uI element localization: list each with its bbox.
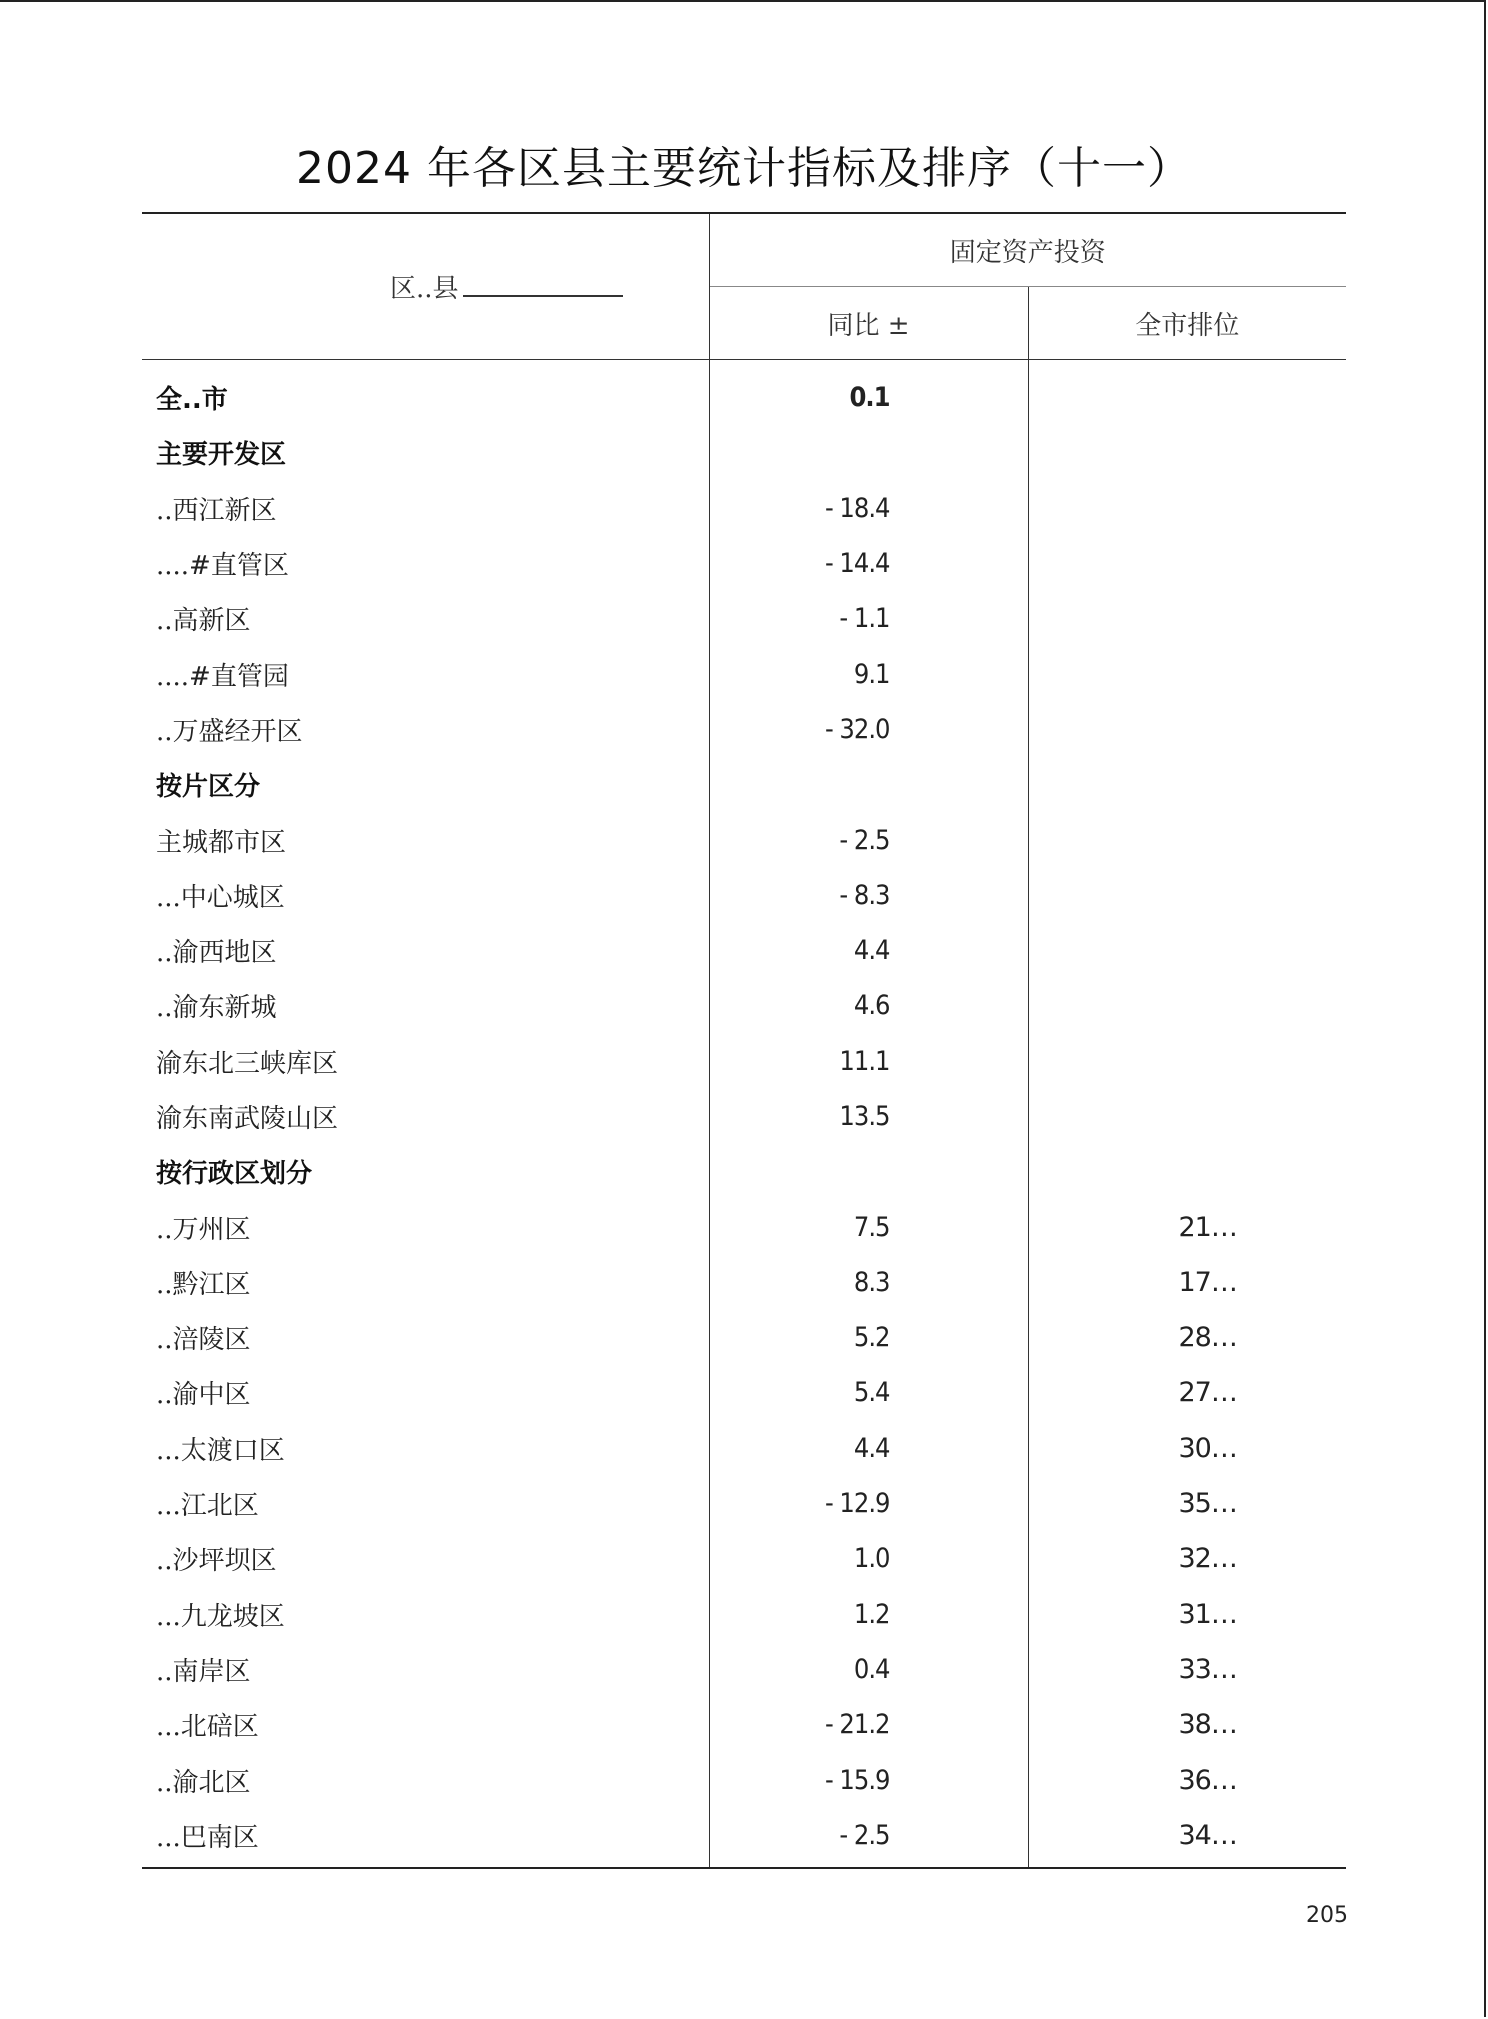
rank-value-cell: 36… xyxy=(1178,1764,1237,1796)
table-row xyxy=(142,360,1346,426)
rank-value-cell: 27… xyxy=(1178,1377,1237,1409)
rank-value-cell xyxy=(1028,591,1346,646)
header-leader-line xyxy=(463,295,623,297)
yoy-value-cell: 0.4 xyxy=(709,1642,1028,1697)
page-title: 2024 年各区县主要统计指标及排序（十一） xyxy=(296,143,1192,194)
yoy-value-cell: - 8.3 xyxy=(709,868,1028,923)
region-name-cell: ..渝北区 xyxy=(142,1752,709,1807)
table-row xyxy=(142,978,1346,1033)
table-row xyxy=(142,1808,1346,1868)
region-name-cell: ...江北区 xyxy=(142,1476,709,1531)
region-name-cell: 渝东南武陵山区 xyxy=(142,1089,709,1144)
region-name-cell: ....#直管园 xyxy=(142,646,709,701)
yoy-value-cell: 1.0 xyxy=(709,1531,1028,1586)
rank-column-header: 全市排位 xyxy=(1028,287,1346,360)
region-name-cell: ..万盛经开区 xyxy=(142,702,709,757)
region-name-cell: ..南岸区 xyxy=(142,1642,709,1697)
yoy-value-cell: 5.4 xyxy=(709,1365,1028,1420)
yoy-value-cell: 0.1 xyxy=(709,360,1028,426)
rank-value-cell: 32… xyxy=(1178,1543,1237,1575)
yoy-value-cell: - 15.9 xyxy=(709,1752,1028,1807)
yoy-value-cell: - 14.4 xyxy=(709,536,1028,591)
rank-value-cell xyxy=(1028,1089,1346,1144)
region-name-cell: 渝东北三峡库区 xyxy=(142,1034,709,1089)
region-name-cell: ...中心城区 xyxy=(142,868,709,923)
rank-value-cell: 30… xyxy=(1178,1432,1237,1464)
yoy-value-cell: - 32.0 xyxy=(709,702,1028,757)
table-row xyxy=(142,1255,1346,1310)
table-row xyxy=(142,1365,1346,1420)
table-row xyxy=(142,923,1346,978)
yoy-value-cell: - 2.5 xyxy=(709,1808,1028,1868)
page-number: 205 xyxy=(1306,1903,1348,1928)
table-row xyxy=(142,1089,1346,1144)
region-name-cell: 主城都市区 xyxy=(142,812,709,867)
yoy-value-cell: 8.3 xyxy=(709,1255,1028,1310)
rank-value-cell xyxy=(1028,868,1346,923)
table-row xyxy=(142,1642,1346,1697)
region-name-cell: ..西江新区 xyxy=(142,481,709,536)
rank-value-cell: 35… xyxy=(1178,1488,1237,1520)
region-name-cell: 按行政区划分 xyxy=(142,1144,709,1199)
region-name-cell: ...北碚区 xyxy=(142,1697,709,1752)
rank-value-cell xyxy=(1028,360,1346,426)
rank-value-cell xyxy=(1028,481,1346,536)
region-name-cell: ...巴南区 xyxy=(142,1808,709,1868)
region-column-header xyxy=(142,213,709,360)
table-row xyxy=(142,812,1346,867)
yoy-value-cell: 7.5 xyxy=(709,1199,1028,1254)
rank-value-cell: 33… xyxy=(1178,1653,1237,1685)
rank-value-cell: 31… xyxy=(1178,1598,1237,1630)
region-name-cell: 主要开发区 xyxy=(142,425,709,480)
region-name-cell: 全..市 xyxy=(142,360,709,426)
yoy-value-cell: - 12.9 xyxy=(709,1476,1028,1531)
region-name-cell: ..万州区 xyxy=(142,1199,709,1254)
yoy-value-cell: - 18.4 xyxy=(709,481,1028,536)
region-name-cell: ...九龙坡区 xyxy=(142,1587,709,1642)
yoy-value-cell: - 21.2 xyxy=(709,1697,1028,1752)
yoy-value-cell: 9.1 xyxy=(709,646,1028,701)
rank-value-cell: 17… xyxy=(1178,1266,1237,1298)
region-name-cell: 按片区分 xyxy=(142,757,709,812)
region-name-cell: ..黔江区 xyxy=(142,1255,709,1310)
table-body xyxy=(142,360,1346,1869)
table-row xyxy=(142,1144,1346,1199)
table-row xyxy=(142,757,1346,812)
rank-value-cell xyxy=(1028,536,1346,591)
yoy-value-cell xyxy=(709,757,1028,812)
table-row xyxy=(142,536,1346,591)
yoy-value-cell xyxy=(709,1144,1028,1199)
table-row xyxy=(142,1476,1346,1531)
region-header-label: 区..县 xyxy=(390,274,459,304)
region-name-cell: ....#直管区 xyxy=(142,536,709,591)
rank-value-cell xyxy=(1028,1034,1346,1089)
region-name-cell: ..涪陵区 xyxy=(142,1310,709,1365)
region-name-cell: ...太渡口区 xyxy=(142,1421,709,1476)
table-row xyxy=(142,425,1346,480)
rank-value-cell: 34… xyxy=(1028,1808,1346,1868)
yoy-value-cell: 4.4 xyxy=(709,1421,1028,1476)
table-row xyxy=(142,1199,1346,1254)
table-row xyxy=(142,1310,1346,1365)
yoy-column-header: 同比 ± xyxy=(709,287,1028,360)
yoy-value-cell: 11.1 xyxy=(709,1034,1028,1089)
region-name-cell: ..渝西地区 xyxy=(142,923,709,978)
rank-value-cell: 21… xyxy=(1178,1211,1237,1243)
statistics-table xyxy=(142,212,1346,1869)
rank-value-cell xyxy=(1028,757,1346,812)
rank-value-cell xyxy=(1028,923,1346,978)
region-name-cell: ..渝东新城 xyxy=(142,978,709,1033)
yoy-value-cell: - 1.1 xyxy=(709,591,1028,646)
rank-value-cell xyxy=(1028,978,1346,1033)
yoy-value-cell: - 2.5 xyxy=(709,812,1028,867)
rank-value-cell xyxy=(1028,812,1346,867)
table-row xyxy=(142,1587,1346,1642)
table-row xyxy=(142,646,1346,701)
table-row xyxy=(142,591,1346,646)
table-row xyxy=(142,1531,1346,1586)
table-header xyxy=(142,213,1346,360)
table-row xyxy=(142,702,1346,757)
rank-value-cell xyxy=(1028,702,1346,757)
yoy-value-cell: 5.2 xyxy=(709,1310,1028,1365)
rank-value-cell xyxy=(1028,1144,1346,1199)
rank-value-cell: 28… xyxy=(1178,1322,1237,1354)
table-row xyxy=(142,1752,1346,1807)
yoy-value-cell: 4.4 xyxy=(709,923,1028,978)
region-name-cell: ..沙坪坝区 xyxy=(142,1531,709,1586)
table-row xyxy=(142,481,1346,536)
rank-value-cell: 38… xyxy=(1178,1709,1237,1741)
table-row xyxy=(142,1421,1346,1476)
table-row xyxy=(142,1697,1346,1752)
yoy-value-cell xyxy=(709,425,1028,480)
yoy-value-cell: 4.6 xyxy=(709,978,1028,1033)
rank-value-cell xyxy=(1028,425,1346,480)
fixed-asset-investment-header: 固定资产投资 xyxy=(709,213,1346,287)
rank-value-cell xyxy=(1028,646,1346,701)
table-row xyxy=(142,868,1346,923)
region-name-cell: ..渝中区 xyxy=(142,1365,709,1420)
table-row xyxy=(142,1034,1346,1089)
yoy-value-cell: 1.2 xyxy=(709,1587,1028,1642)
yoy-value-cell: 13.5 xyxy=(709,1089,1028,1144)
region-name-cell: ..高新区 xyxy=(142,591,709,646)
